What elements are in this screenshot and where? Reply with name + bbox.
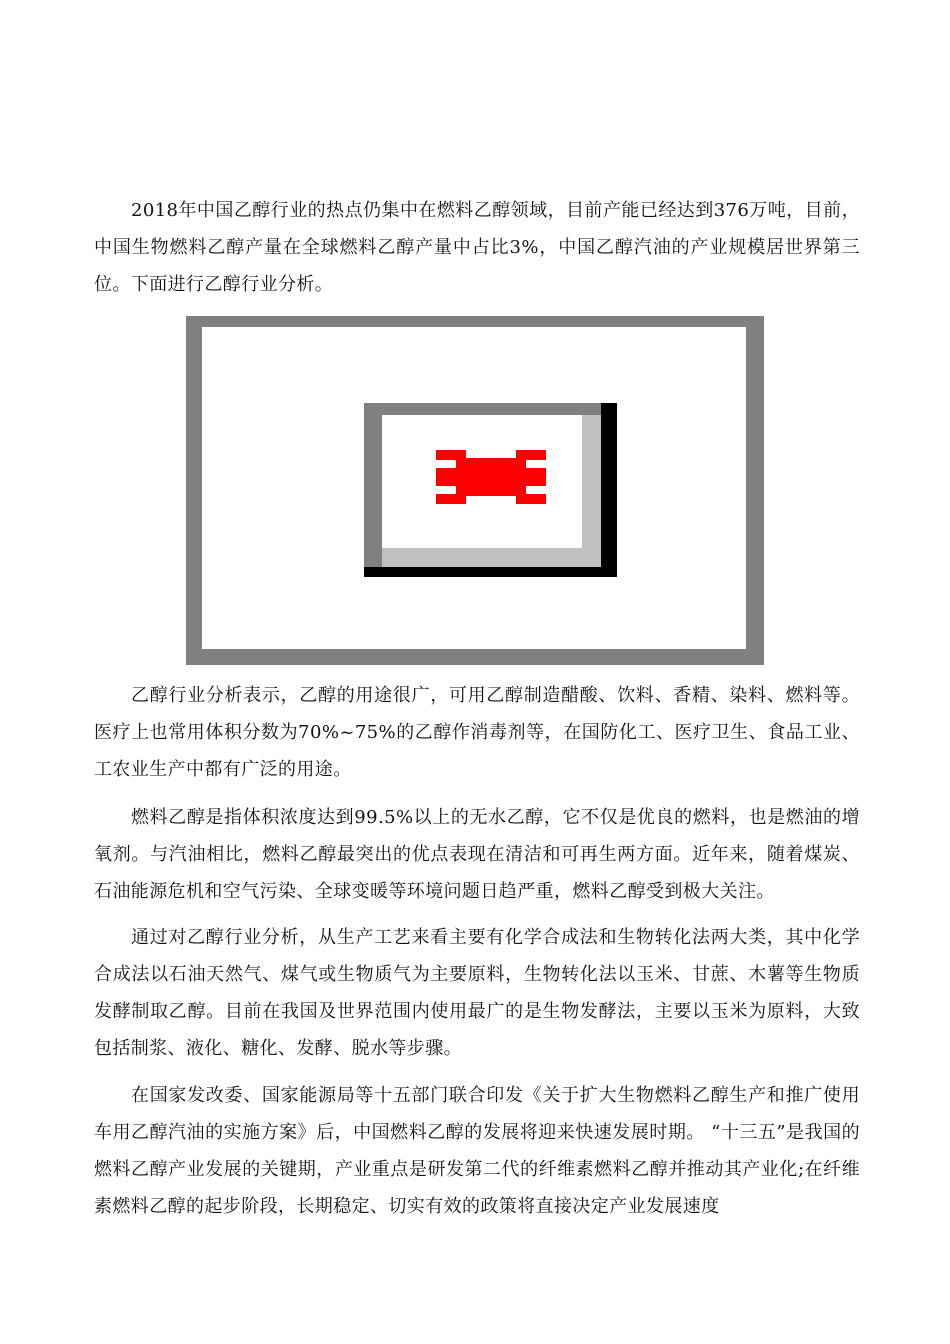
image-placeholder-frame	[186, 316, 764, 665]
image-placeholder-area	[202, 327, 746, 649]
broken-image-icon	[364, 403, 617, 577]
paragraph-4: 通过对乙醇行业分析，从生产工艺来看主要有化学合成法和生物转化法两大类，其中化学合成法以石油天然气、煤气或生物质气为主要原料，生物转化法以玉米、甘蔗、木薯等生物质发酵制取乙醇。目前在我国及世界范围内使用最广的是生物发酵法，主要以玉米为原料，大致包括制浆、液化、糖化、发酵、脱水等步骤。	[94, 927, 860, 1059]
paragraph-3: 燃料乙醇是指体积浓度达到99.5%以上的无水乙醇，它不仅是优良的燃料，也是燃油的增氧剂。与汽油相比，燃料乙醇最突出的优点表现在清洁和可再生两方面。近年来，随着煤炭、石油能源危机和空气污染、全球变暖等环境问题日趋严重，燃料乙醇受到极大关注。	[94, 807, 860, 902]
paragraph-5: 在国家发改委、国家能源局等十五部门联合印发《关于扩大生物燃料乙醇生产和推广使用车用乙醇汽油的实施方案》后，中国燃料乙醇的发展将迎来快速发展时期。 “十三五”是我国的燃料乙醇产业发展的关键期，产业重点是研发第二代的纤维素燃料乙醇并推动其产业化;在纤维素燃料乙醇的起步阶段，长期稳定、切实有效的政策将直接决定产业发展速度	[94, 1085, 860, 1217]
red-cross-icon	[436, 450, 546, 504]
paragraph-1: 2018年中国乙醇行业的热点仍集中在燃料乙醇领域，目前产能已经达到376万吨，目前，中国生物燃料乙醇产量在全球燃料乙醇产量中占比3%，中国乙醇汽油的产业规模居世界第三位。下面进行乙醇行业分析。	[94, 200, 860, 295]
paragraph-2: 乙醇行业分析表示，乙醇的用途很广，可用乙醇制造醋酸、饮料、香精、染料、燃料等。医疗上也常用体积分数为70%~75%的乙醇作消毒剂等，在国防化工、医疗卫生、食品工业、工农业生产中都有广泛的用途。	[94, 685, 860, 780]
